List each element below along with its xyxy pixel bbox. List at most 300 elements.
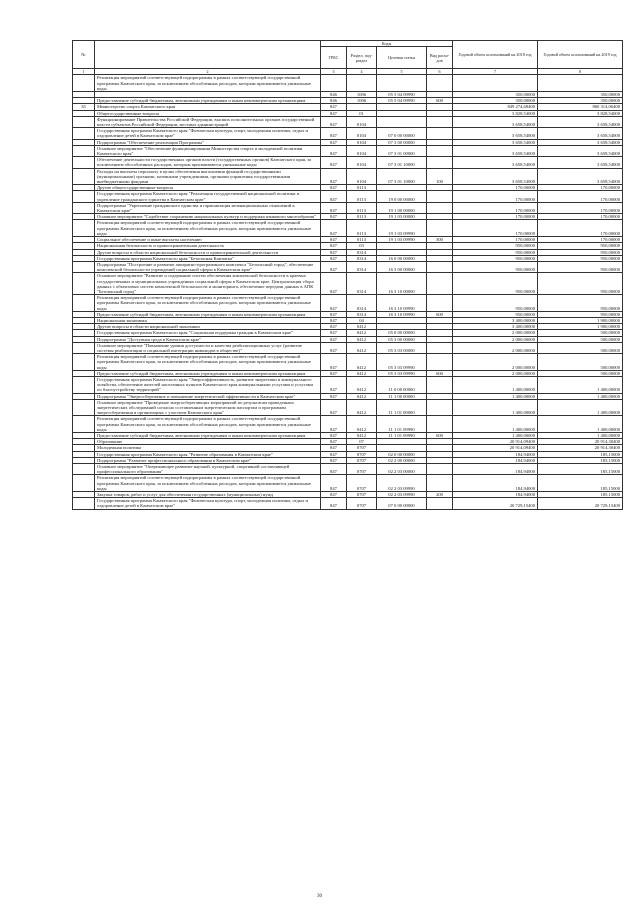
row-grbs: 847	[321, 451, 347, 457]
row-amount-2018: 20 914,09400	[453, 439, 538, 445]
row-amount-2018: 3 828,54000	[453, 110, 538, 116]
row-section: 0104	[347, 157, 377, 168]
row-name: Государственная программа Камчатского края "Физическая культура, спорт, молодежная политика, отдых и оздоровление детей в Камчатском крае"	[95, 498, 321, 509]
row-name: Реализация мероприятий соответствующей подпрограммы в рамках соответствующей государственной программы Камчатского края, за исключением обособленных расходов, которым присваиваются уникальные коды	[95, 295, 321, 312]
row-target	[377, 75, 427, 92]
row-amount-2019: 950,00000	[538, 311, 623, 317]
row-section	[347, 75, 377, 92]
row-amount-2019: 3 658,54000	[538, 145, 623, 156]
row-target: 11 1 00 00000	[377, 393, 427, 399]
row-amount-2019: 1 400,00000	[538, 399, 623, 416]
table-row	[73, 116, 623, 127]
row-name: Подпрограмма "Укрепление гражданского единства и гармонизация межнациональных отношений в Камчатском крае"	[95, 202, 321, 213]
table-row	[73, 354, 623, 371]
row-target: 16 3 00 00000	[377, 261, 427, 272]
row-grbs: 847	[321, 273, 347, 295]
row-kind	[427, 475, 453, 492]
row-target: 16 0 00 00000	[377, 255, 427, 261]
row-amount-2019: 3 658,54000	[538, 116, 623, 127]
row-number	[73, 168, 95, 185]
row-target: 02 2 00 00000	[377, 457, 427, 463]
row-target: 19 1 03 09990	[377, 220, 427, 237]
row-target: 07 0 00 00000	[377, 128, 427, 139]
row-name: Реализация мероприятий соответствующей подпрограммы в рамках соответствующей государственной программы Камчатского края, за исключением обособленных расходов, которым присваиваются уникальные коды	[95, 416, 321, 433]
row-section: 0104	[347, 168, 377, 185]
row-amount-2019: 3 658,54000	[538, 157, 623, 168]
header-year-2019: Годовой объем ассигнований на 2019 год	[538, 41, 623, 69]
row-grbs: 847	[321, 330, 347, 336]
row-grbs: 847	[321, 295, 347, 312]
row-grbs: 847	[321, 399, 347, 416]
row-amount-2018: 3 658,54000	[453, 116, 538, 127]
row-name: Государственная программа Камчатского края "Реализация государственной национальной политики и укрепление гражданского единства в Камчатском крае"	[95, 191, 321, 202]
row-number	[73, 416, 95, 433]
row-kind: 600	[427, 311, 453, 317]
row-section: 04	[347, 317, 377, 323]
row-grbs: 847	[321, 191, 347, 202]
row-kind	[427, 145, 453, 156]
row-kind: 600	[427, 433, 453, 439]
row-amount-2019: 3 658,54000	[538, 139, 623, 145]
row-name: Общегосударственные вопросы	[95, 110, 321, 116]
row-kind	[427, 295, 453, 312]
row-kind: 200	[427, 492, 453, 498]
row-name: Основное мероприятие "Проведение энергосберегающих мероприятий по результатам проведенных энергетических обследований согласно составленным энергетическим паспортам и программам энергосбережения в организациях с участием Камчатского края"	[95, 399, 321, 416]
row-target: 05 0 00 00000	[377, 330, 427, 336]
row-number	[73, 475, 95, 492]
row-target: 16 3 10 00000	[377, 273, 427, 295]
row-section: 0412	[347, 370, 377, 376]
row-amount-2019: 500,00000	[538, 370, 623, 376]
row-number	[73, 157, 95, 168]
row-target: 07 3 01 10000	[377, 157, 427, 168]
table-row	[73, 128, 623, 139]
row-name: Предоставление субсидий бюджетным, автономным учреждениям и иным некоммерческим организациям	[95, 370, 321, 376]
row-section: 0113	[347, 220, 377, 237]
table-row	[73, 145, 623, 156]
row-name: Другие вопросы в области национальной безопасности и правоохранительной деятельности	[95, 249, 321, 255]
column-number: 8	[538, 69, 623, 75]
header-grbs: ГРБС	[321, 47, 347, 69]
row-amount-2018: 2 000,00000	[453, 336, 538, 342]
header-section: Раздел, под-раздел	[347, 47, 377, 69]
row-amount-2018: 184,94000	[453, 475, 538, 492]
row-amount-2018: 350,00000	[453, 98, 538, 104]
row-grbs: 847	[321, 317, 347, 323]
table-row	[73, 168, 623, 185]
row-number	[73, 464, 95, 475]
row-target: 16 3 10 09990	[377, 311, 427, 317]
row-section: 0412	[347, 354, 377, 371]
row-name: Образование	[95, 439, 321, 445]
row-name: Предоставление субсидий бюджетным, автономным учреждениям и иным некоммерческим организациям	[95, 433, 321, 439]
row-amount-2018: 2 000,00000	[453, 354, 538, 371]
row-grbs: 847	[321, 324, 347, 330]
row-amount-2019: 185,15000	[538, 451, 623, 457]
row-name: Государственная программа Камчатского края "Физическая культура, спорт, молодежная политика, отдых и оздоровление детей в Камчатском крае"	[95, 128, 321, 139]
row-number	[73, 354, 95, 371]
row-section: 0707	[347, 498, 377, 509]
row-section: 0314	[347, 295, 377, 312]
row-number	[73, 145, 95, 156]
row-amount-2019: 170,00000	[538, 214, 623, 220]
row-amount-2018: 950,00000	[453, 295, 538, 312]
header-target: Целевая статья	[377, 47, 427, 69]
row-grbs: 847	[321, 168, 347, 185]
row-amount-2018: 1 400,00000	[453, 416, 538, 433]
row-amount-2018: 1 400,00000	[453, 376, 538, 393]
row-grbs: 846	[321, 98, 347, 104]
row-grbs: 847	[321, 336, 347, 342]
row-amount-2018: 3 400,00000	[453, 324, 538, 330]
row-target: 05 3 00 00000	[377, 336, 427, 342]
row-number	[73, 116, 95, 127]
row-target: 07 3 00 00000	[377, 139, 427, 145]
row-grbs: 847	[321, 354, 347, 371]
row-name: Основное мероприятие "Повышение уровня доступности и качества реабилитационных услуг (развитие системы реабилитации и социальной интеграции инвалидов в обществе)"	[95, 342, 321, 353]
row-target: 02 0 00 00000	[377, 451, 427, 457]
row-target: 02 2 03 09990	[377, 475, 427, 492]
row-amount-2018: 184,94000	[453, 464, 538, 475]
row-section: 01	[347, 110, 377, 116]
row-section: 0707	[347, 451, 377, 457]
row-name: Молодежная политика	[95, 445, 321, 451]
row-target	[377, 116, 427, 127]
row-grbs: 847	[321, 261, 347, 272]
row-section: 0412	[347, 399, 377, 416]
row-kind	[427, 342, 453, 353]
row-amount-2018: 170,00000	[453, 185, 538, 191]
row-amount-2018: 1 400,00000	[453, 433, 538, 439]
row-amount-2018: 950,00000	[453, 255, 538, 261]
row-section: 0412	[347, 324, 377, 330]
row-grbs: 847	[321, 104, 347, 110]
row-amount-2019: 500,00000	[538, 354, 623, 371]
row-section: 0113	[347, 185, 377, 191]
row-name: Подпрограмма "Развитие профессионального образования в Камчатском крае"	[95, 457, 321, 463]
row-name: Основное мероприятие "Развитие и содержание систем обеспечения комплексной безопасности в краевых государственных и муниципальных учреждениях социальной сферы в Камчатском крае. Централизация сбора данных с объектовых систем комплексной безопасности и мониторинга, обеспечение передачи данных в АПК "Безопасный город"	[95, 273, 321, 295]
row-section: 0113	[347, 237, 377, 243]
row-target: 11 1 01 09990	[377, 433, 427, 439]
row-amount-2018: 950,00000	[453, 311, 538, 317]
row-grbs: 847	[321, 110, 347, 116]
row-name: Подпрограмма "Энергосбережение и повышение энергетической эффективности в Камчатском крае"	[95, 393, 321, 399]
row-grbs: 847	[321, 311, 347, 317]
table-row	[73, 464, 623, 475]
row-section: 0412	[347, 416, 377, 433]
row-name: Основное мероприятие "Обеспечение функционирования Министерства спорта и молодежной политики Камчатского края"	[95, 145, 321, 156]
row-grbs: 847	[321, 370, 347, 376]
row-name: Предоставление субсидий бюджетным, автономным учреждениям и иным некоммерческим организациям	[95, 98, 321, 104]
row-section: 0314	[347, 255, 377, 261]
row-kind	[427, 399, 453, 416]
row-grbs: 847	[321, 433, 347, 439]
row-kind	[427, 261, 453, 272]
row-section: 0104	[347, 139, 377, 145]
row-amount-2019: 1 900,00000	[538, 317, 623, 323]
row-amount-2019: 3 658,54000	[538, 128, 623, 139]
row-target: 19 1 00 00000	[377, 202, 427, 213]
row-target: 05 5 04 09990	[377, 92, 427, 98]
table-row	[73, 261, 623, 272]
row-number	[73, 75, 95, 92]
row-amount-2018: 1 400,00000	[453, 399, 538, 416]
row-target: 07 0 00 00000	[377, 498, 427, 509]
row-name: Государственная программа Камчатского края "Развитие образования в Камчатском крае"	[95, 451, 321, 457]
row-amount-2019: 1 400,00000	[538, 393, 623, 399]
row-amount-2019: 170,00000	[538, 237, 623, 243]
row-kind	[427, 116, 453, 127]
table-row	[73, 157, 623, 168]
row-amount-2019: 350,00000	[538, 98, 623, 104]
column-number: 2	[95, 69, 321, 75]
table-row	[73, 498, 623, 509]
row-amount-2019	[538, 75, 623, 92]
row-amount-2018: 3 658,54000	[453, 168, 538, 185]
table-row	[73, 475, 623, 492]
row-kind: 600	[427, 370, 453, 376]
table-row	[73, 399, 623, 416]
row-name: Национальная безопасность и правоохранительная деятельность	[95, 243, 321, 249]
row-amount-2019: 170,00000	[538, 220, 623, 237]
row-number	[73, 376, 95, 393]
table-body	[73, 75, 623, 509]
row-section: 0314	[347, 311, 377, 317]
row-name: Реализация мероприятий соответствующей подпрограммы в рамках соответствующей государственной программы Камчатского края, за исключением обособленных расходов, которым присваиваются уникальные коды	[95, 220, 321, 237]
row-amount-2019: 185,15000	[538, 464, 623, 475]
row-amount-2018: 184,94000	[453, 451, 538, 457]
row-target: 02 2 03 00000	[377, 464, 427, 475]
row-grbs: 847	[321, 202, 347, 213]
row-amount-2018	[453, 75, 538, 92]
row-section: 0412	[347, 393, 377, 399]
row-amount-2018: 170,00000	[453, 220, 538, 237]
row-amount-2019: 950,00000	[538, 295, 623, 312]
row-number	[73, 261, 95, 272]
row-name: Другие вопросы в области национальной экономики	[95, 324, 321, 330]
row-target: 19 1 03 09990	[377, 237, 427, 243]
row-kind	[427, 220, 453, 237]
row-section: 0412	[347, 376, 377, 393]
row-grbs: 847	[321, 128, 347, 139]
row-grbs: 847	[321, 416, 347, 433]
row-amount-2018: 170,00000	[453, 191, 538, 202]
row-name: Обеспечение деятельности государственных органов власти (государственных органов) Камчатского края, за исключением обособленных расходов, которым присваиваются уникальные коды	[95, 157, 321, 168]
row-number	[73, 128, 95, 139]
row-amount-2018: 170,00000	[453, 214, 538, 220]
row-amount-2018: 184,94000	[453, 457, 538, 463]
row-name: Другие общегосударственные вопросы	[95, 185, 321, 191]
column-number: 4	[347, 69, 377, 75]
row-section: 0412	[347, 433, 377, 439]
row-grbs: 847	[321, 243, 347, 249]
row-name: Национальная экономика	[95, 317, 321, 323]
row-amount-2019: 185,15000	[538, 492, 623, 498]
row-amount-2018: 2 000,00000	[453, 370, 538, 376]
table-row	[73, 191, 623, 202]
row-section: 0113	[347, 191, 377, 202]
row-kind	[427, 354, 453, 371]
row-kind	[427, 75, 453, 92]
row-grbs: 847	[321, 116, 347, 127]
row-target: 11 0 00 00000	[377, 376, 427, 393]
row-amount-2019: 950,00000	[538, 243, 623, 249]
row-number	[73, 498, 95, 509]
row-amount-2019: 860 314,06400	[538, 104, 623, 110]
row-number	[73, 202, 95, 213]
row-grbs: 847	[321, 237, 347, 243]
row-amount-2019: 20 914,30400	[538, 439, 623, 445]
row-number	[73, 342, 95, 353]
table-row	[73, 220, 623, 237]
budget-table	[72, 40, 623, 510]
row-grbs: 847	[321, 492, 347, 498]
row-name: Предоставление субсидий бюджетным, автономным учреждениям и иным некоммерческим организациям	[95, 311, 321, 317]
row-section: 07	[347, 439, 377, 445]
row-section: 0104	[347, 116, 377, 127]
row-amount-2018: 849 274,68400	[453, 104, 538, 110]
row-section: 0104	[347, 128, 377, 139]
page-number: 30	[317, 894, 322, 899]
row-section: 0707	[347, 445, 377, 451]
row-amount-2018: 3 658,54000	[453, 139, 538, 145]
row-kind	[427, 128, 453, 139]
row-target: 19 1 03 00000	[377, 214, 427, 220]
row-kind	[427, 464, 453, 475]
row-target: 05 5 04 09990	[377, 98, 427, 104]
row-kind	[427, 202, 453, 213]
row-target: 16 3 10 09990	[377, 295, 427, 312]
row-amount-2019: 1 400,00000	[538, 416, 623, 433]
row-target: 07 3 01 10000	[377, 168, 427, 185]
row-name: Государственная программа Камчатского края "Безопасная Камчатка"	[95, 255, 321, 261]
row-amount-2019: 185,15000	[538, 475, 623, 492]
header-name	[95, 41, 321, 69]
row-number	[73, 191, 95, 202]
row-section: 03	[347, 243, 377, 249]
row-number	[73, 220, 95, 237]
row-name: Подпрограмма "Построение и развитие аппаратно-программного комплекса "Безопасный город", обеспечение комплексной безопасности учреждений социальной сферы в Камчатском крае"	[95, 261, 321, 272]
row-name: Государственная программа Камчатского края "Социальная поддержка граждан в Камчатском крае"	[95, 330, 321, 336]
row-kind	[427, 191, 453, 202]
row-name: Государственная программа Камчатского края "Энергоэффективность, развитие энергетики и коммунального хозяйства, обеспечение жителей населенных пунктов Камчатского края коммунальными услугами и услугами по благоустройству территорий"	[95, 376, 321, 393]
row-kind: 100	[427, 168, 453, 185]
row-grbs: 846	[321, 92, 347, 98]
row-section: 1006	[347, 98, 377, 104]
row-grbs: 847	[321, 342, 347, 353]
row-name: Реализация мероприятий соответствующей подпрограммы в рамках соответствующей государственной программы Камчатского края, за исключением обособленных расходов, которым присваиваются уникальные коды	[95, 475, 321, 492]
column-number: 5	[377, 69, 427, 75]
row-name: Социальное обеспечение и иные выплаты населению	[95, 237, 321, 243]
row-section: 0707	[347, 492, 377, 498]
row-name: Закупка товаров, работ и услуг для обеспечения государственных (муниципальных) нужд	[95, 492, 321, 498]
row-amount-2018: 3 400,00000	[453, 317, 538, 323]
row-amount-2019: 950,00000	[538, 261, 623, 272]
column-number: 3	[321, 69, 347, 75]
row-amount-2019: 350,00000	[538, 92, 623, 98]
row-section: 0412	[347, 336, 377, 342]
row-name: Основное мероприятие "Опережающее развитие научной, культурной, спортивной составляющей профессионального образования"	[95, 464, 321, 475]
row-amount-2019: 185,15000	[538, 457, 623, 463]
column-number: 1	[73, 69, 95, 75]
row-section: 0113	[347, 214, 377, 220]
row-grbs: 847	[321, 393, 347, 399]
row-section: 0707	[347, 475, 377, 492]
row-grbs: 847	[321, 464, 347, 475]
row-amount-2019: 170,00000	[538, 185, 623, 191]
table-row	[73, 75, 623, 92]
row-amount-2018: 20 914,09400	[453, 445, 538, 451]
row-amount-2018: 3 658,54000	[453, 145, 538, 156]
row-kind	[427, 376, 453, 393]
row-grbs: 847	[321, 498, 347, 509]
row-grbs	[321, 75, 347, 92]
row-section: 0113	[347, 202, 377, 213]
row-kind	[427, 273, 453, 295]
row-grbs: 847	[321, 185, 347, 191]
row-number	[73, 399, 95, 416]
row-amount-2019: 3 828,54000	[538, 110, 623, 116]
row-target: 02 2 03 09990	[377, 492, 427, 498]
column-number: 7	[453, 69, 538, 75]
row-name: Основное мероприятие "Содействие сохранению национальных культур и поддержка языкового многообразия"	[95, 214, 321, 220]
row-amount-2018: 2 000,00000	[453, 342, 538, 353]
row-number: 35	[73, 104, 95, 110]
row-target: 05 3 03 09990	[377, 370, 427, 376]
row-section: 0412	[347, 330, 377, 336]
row-section: 1006	[347, 92, 377, 98]
row-name: Функционирование Правительства Российской Федерации, высших исполнительных органов государственной власти субъектов Российской Федерации, местных администраций	[95, 116, 321, 127]
row-amount-2018: 950,00000	[453, 249, 538, 255]
row-amount-2019: 1 400,00000	[538, 376, 623, 393]
table-row	[73, 273, 623, 295]
row-amount-2019: 20 914,30400	[538, 445, 623, 451]
row-grbs: 847	[321, 139, 347, 145]
row-amount-2018: 950,00000	[453, 261, 538, 272]
row-number	[73, 273, 95, 295]
row-amount-2019: 1 400,00000	[538, 433, 623, 439]
row-grbs: 847	[321, 145, 347, 156]
row-amount-2018: 950,00000	[453, 243, 538, 249]
row-grbs: 847	[321, 376, 347, 393]
row-section: 0707	[347, 464, 377, 475]
row-target: 19 0 00 00000	[377, 191, 427, 202]
header-codes: Коды	[321, 41, 453, 47]
row-kind: 600	[427, 98, 453, 104]
row-target: 11 1 01 00000	[377, 399, 427, 416]
row-section: 0314	[347, 261, 377, 272]
row-name: Подпрограмма "Доступная среда в Камчатском крае"	[95, 336, 321, 342]
row-amount-2018: 1 400,00000	[453, 393, 538, 399]
row-kind	[427, 498, 453, 509]
table-row	[73, 416, 623, 433]
row-grbs: 847	[321, 157, 347, 168]
row-amount-2019: 3 658,54000	[538, 168, 623, 185]
row-name: Реализация мероприятий соответствующей подпрограммы в рамках соответствующей государственной программы Камчатского края, за исключением обособленных расходов, которым присваиваются уникальные коды	[95, 75, 321, 92]
row-amount-2019: 170,00000	[538, 191, 623, 202]
row-amount-2018: 950,00000	[453, 273, 538, 295]
row-section: 0412	[347, 342, 377, 353]
header-kind: Вид расхо-дов	[427, 47, 453, 69]
header-no: №	[73, 41, 95, 69]
row-kind	[427, 416, 453, 433]
row-amount-2019: 500,00000	[538, 342, 623, 353]
row-amount-2018: 20 729,15400	[453, 498, 538, 509]
row-amount-2018: 3 658,54000	[453, 157, 538, 168]
row-amount-2018: 350,00000	[453, 92, 538, 98]
table-row	[73, 342, 623, 353]
table-row	[73, 202, 623, 213]
